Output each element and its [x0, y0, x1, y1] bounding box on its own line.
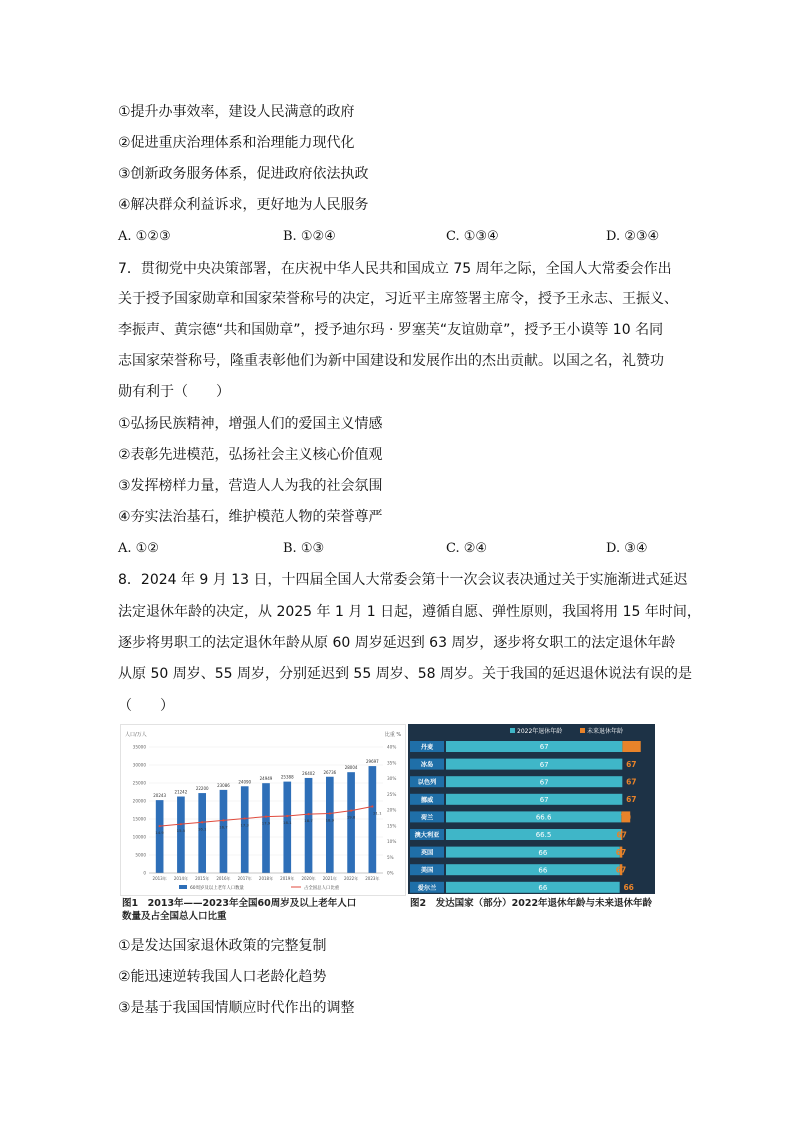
q6-option-4: ④解决群众利益诉求，更好地为人民服务: [118, 197, 369, 213]
y2-tick-label: 30%: [387, 776, 397, 781]
figure-2-svg: [408, 724, 655, 894]
y2-tick-label: 35%: [387, 760, 397, 766]
y2-tick-label: 20%: [387, 807, 397, 813]
line-value-label: 18.7: [304, 818, 313, 824]
q7-stem-line-1: 7．贯彻党中央决策部署，在庆祝中华人民共和国成立 75 周年之际，全国人大常委会作出: [118, 261, 672, 277]
y2-tick-label: 10%: [387, 839, 397, 844]
legend-swatch-population: [179, 885, 187, 889]
q8-stem-line-3: 逐步将男职工的法定退休年龄从原 60 周岁延迟到 63 周岁，逐步将女职工的法定退休年龄: [118, 635, 676, 651]
legend-label-share: 占全国总人口比重: [304, 886, 340, 891]
bar-2022-age: [446, 882, 620, 893]
x-tick-label: 2018年: [258, 876, 274, 881]
y-tick-label: 0: [143, 870, 146, 876]
q7-option-3: ③发挥榜样力量，营造人人为我的社会氛围: [118, 478, 383, 494]
q7-option-2: ②表彰先进模范，弘扬社会主义核心价值观: [118, 447, 383, 463]
legend-swatch-future: [580, 728, 585, 733]
line-value-label: 14.9: [155, 830, 164, 836]
line-value-label: 18.9: [325, 817, 335, 823]
line-point: [265, 816, 267, 818]
bar-2022-value: 66: [538, 848, 548, 857]
y-tick-label: 15000: [132, 816, 146, 822]
q8-option-2: ②能迅速逆转我国人口老龄化趋势: [118, 969, 327, 985]
country-label: 爱尔兰: [417, 884, 437, 892]
q7-stem-line-4: 志国家荣誉称号，隆重表彰他们为新中国建设和发展作出的杰出贡献。以国之名，礼赞功: [118, 353, 664, 369]
bar-2022-age: [446, 794, 622, 805]
y-tick-label: 10000: [132, 834, 146, 840]
q8-stem-line-4: 从原 50 周岁、55 周岁，分别延迟到 55 周岁、58 周岁。关于我国的延迟退休说法有误的是: [118, 666, 692, 682]
bar-population: [369, 766, 377, 873]
y-tick-label: 5000: [135, 852, 146, 858]
bar-future-value: 74: [626, 742, 637, 752]
bar-future-value: 67: [615, 865, 627, 875]
y-axis-label: 人口/万人: [125, 732, 147, 738]
q7-choice-c: C. ②④: [446, 541, 488, 556]
bar-2022-value: 67: [539, 743, 549, 752]
q7-stem-line-2: 关于授予国家勋章和国家荣誉称号的决定，习近平主席签署主席令，授予王永志、王振义、: [118, 291, 678, 307]
y-tick-label: 30000: [132, 762, 146, 768]
bar-2022-value: 67: [539, 760, 549, 769]
line-point: [244, 817, 246, 819]
bar-future-value: 67: [615, 848, 627, 857]
x-tick-label: 2019年: [280, 876, 295, 881]
q6-choice-b: B. ①②④: [283, 229, 336, 244]
line-value-label: 19.8: [346, 814, 356, 820]
bar-2022-value: 67: [539, 778, 549, 787]
bar-value-label: 24090: [238, 779, 252, 785]
legend-label-future: 未来退休年龄: [587, 728, 624, 735]
bar-value-label: 24949: [259, 776, 273, 782]
country-label: 英国: [420, 849, 434, 857]
bar-value-label: 20243: [153, 793, 167, 799]
line-value-label: 18.1: [283, 819, 292, 825]
bar-2022-value: 66.6: [535, 813, 552, 822]
y2-tick-label: 5%: [387, 854, 394, 860]
bar-value-label: 21242: [174, 789, 188, 795]
figure-1-svg: [121, 725, 405, 895]
country-label: 美国: [420, 867, 434, 875]
figure-1-caption-line-1: 图1 2013年——2023年全国60周岁及以上老年人口: [122, 898, 357, 909]
bar-future-value: 66: [623, 883, 634, 893]
bar-2022-age: [446, 776, 622, 787]
line-point: [371, 805, 373, 807]
q7-option-1: ①弘扬民族精神，增强人们的爱国主义情感: [118, 416, 383, 432]
q7-stem-line-3: 李振声、黄宗德“共和国勋章”，授予迪尔玛 · 罗塞芙“友谊勋章”，授予王小谟等 10 名同: [118, 322, 664, 338]
bar-future-value: 67: [626, 760, 637, 769]
legend-swatch-2022: [510, 728, 515, 733]
bar-2022-age: [446, 847, 620, 858]
country-label: 丹麦: [420, 744, 434, 751]
bar-population: [326, 777, 334, 873]
bar-population: [220, 790, 228, 873]
line-point: [222, 819, 224, 821]
line-point: [307, 813, 309, 815]
y2-tick-label: 25%: [387, 791, 397, 797]
q7-stem-line-5: 勋有利于（ ）: [118, 384, 230, 400]
q8-stem-line-1: 8．2024 年 9 月 13 日，十四届全国人大常委会第十一次会议表决通过关于实施渐进式延迟: [118, 572, 688, 588]
bar-population: [347, 772, 355, 873]
figure-1-elderly-population-chart: [120, 724, 406, 896]
line-point: [159, 825, 161, 827]
y-tick-label: 25000: [132, 780, 146, 786]
bar-future-value: 67: [616, 830, 627, 840]
country-label: 澳大利亚: [414, 832, 440, 839]
y2-tick-label: 0%: [387, 870, 394, 876]
y-tick-label: 35000: [132, 744, 146, 750]
bar-future-value: 67: [626, 777, 637, 787]
country-label: 以色列: [417, 779, 437, 787]
legend-label-2022: 2022年退休年龄: [517, 728, 563, 735]
bar-population: [156, 800, 164, 873]
bar-2022-value: 66: [538, 866, 548, 875]
figure-2-retirement-age-chart: [408, 724, 655, 894]
bar-2022-value: 66.5: [535, 831, 552, 840]
bar-future-value: 67: [626, 795, 637, 805]
q7-choice-d: D. ③④: [606, 541, 648, 556]
x-tick-label: 2022年: [343, 876, 359, 881]
bar-population: [305, 778, 313, 873]
bar-2022-age: [446, 741, 622, 752]
bar-2022-age: [446, 829, 621, 840]
x-tick-label: 2013年: [152, 876, 167, 881]
country-label: 挪威: [420, 796, 434, 804]
country-label: 荷兰: [420, 814, 434, 822]
bar-2022-value: 66: [538, 884, 548, 892]
bar-value-label: 28004: [344, 765, 358, 771]
legend-label-population: 60周岁及以上老年人口数量: [190, 886, 244, 891]
bar-value-label: 29697: [365, 759, 379, 765]
bar-2022-age: [446, 811, 621, 822]
x-tick-label: 2014年: [173, 876, 189, 881]
q7-choice-b: B. ①③: [283, 541, 325, 556]
bar-2022-age: [446, 759, 622, 770]
bar-future-value: 70: [620, 812, 631, 822]
bar-2022-value: 67: [539, 796, 549, 804]
q6-choice-a: A. ①②③: [118, 229, 171, 244]
q8-stem-line-5: （ ）: [118, 698, 174, 714]
line-point: [201, 821, 203, 823]
country-label: 冰岛: [420, 761, 434, 769]
x-tick-label: 2017年: [237, 876, 252, 881]
y2-tick-label: 40%: [387, 744, 397, 750]
bar-population: [198, 793, 206, 873]
q7-choice-a: A. ①②: [118, 541, 159, 556]
q6-option-2: ②促进重庆治理体系和治理能力现代化: [118, 135, 355, 151]
line-point: [329, 812, 331, 814]
q8-option-1: ①是发达国家退休政策的完整复制: [118, 938, 327, 954]
line-value-label: 17.3: [240, 822, 249, 828]
line-value-label: 21.1: [373, 810, 382, 816]
bar-value-label: 22200: [195, 786, 209, 792]
bar-value-label: 25388: [280, 774, 294, 780]
q8-stem-line-2: 法定退休年龄的决定，从 2025 年 1 月 1 日起，遵循自愿、弹性原则，我国将用 15 年时间，: [118, 604, 701, 620]
x-tick-label: 2020年: [301, 876, 316, 881]
line-value-label: 17.9: [261, 820, 271, 826]
line-point: [286, 815, 288, 817]
y-tick-label: 20000: [132, 798, 146, 804]
line-value-label: 15.5: [176, 828, 186, 834]
bar-population: [177, 797, 185, 873]
bar-population: [262, 783, 270, 873]
x-tick-label: 2015年: [195, 876, 210, 881]
q8-option-3: ③是基于我国国情顺应时代作出的调整: [118, 1000, 355, 1016]
line-point: [350, 810, 352, 812]
x-tick-label: 2021年: [322, 876, 337, 881]
line-point: [180, 823, 182, 825]
bar-value-label: 26736: [323, 769, 337, 775]
line-value-label: 16.1: [197, 826, 207, 832]
q6-option-3: ③创新政务服务体系，促进政府依法执政: [118, 166, 369, 182]
line-value-label: 16.7: [219, 824, 228, 830]
y2-axis-label: 比重 %: [384, 732, 402, 738]
bar-2022-age: [446, 864, 620, 875]
bar-population: [283, 782, 291, 873]
q7-option-4: ④夯实法治基石，维护模范人物的荣誉尊严: [118, 509, 383, 525]
figure-2-caption: 图2 发达国家（部分）2022年退休年龄与未来退休年龄: [410, 898, 653, 909]
figure-1-caption-line-2: 数量及占全国总人口比重: [122, 911, 227, 922]
x-tick-label: 2023年: [365, 876, 380, 881]
bar-value-label: 26402: [302, 770, 315, 776]
y2-tick-label: 15%: [387, 823, 397, 829]
q6-choice-c: C. ①③④: [446, 229, 499, 244]
q6-choice-d: D. ②③④: [606, 229, 660, 244]
bar-value-label: 23086: [217, 782, 230, 788]
bar-population: [241, 786, 249, 873]
q6-option-1: ①提升办事效率，建设人民满意的政府: [118, 104, 355, 120]
x-tick-label: 2016年: [216, 876, 231, 881]
